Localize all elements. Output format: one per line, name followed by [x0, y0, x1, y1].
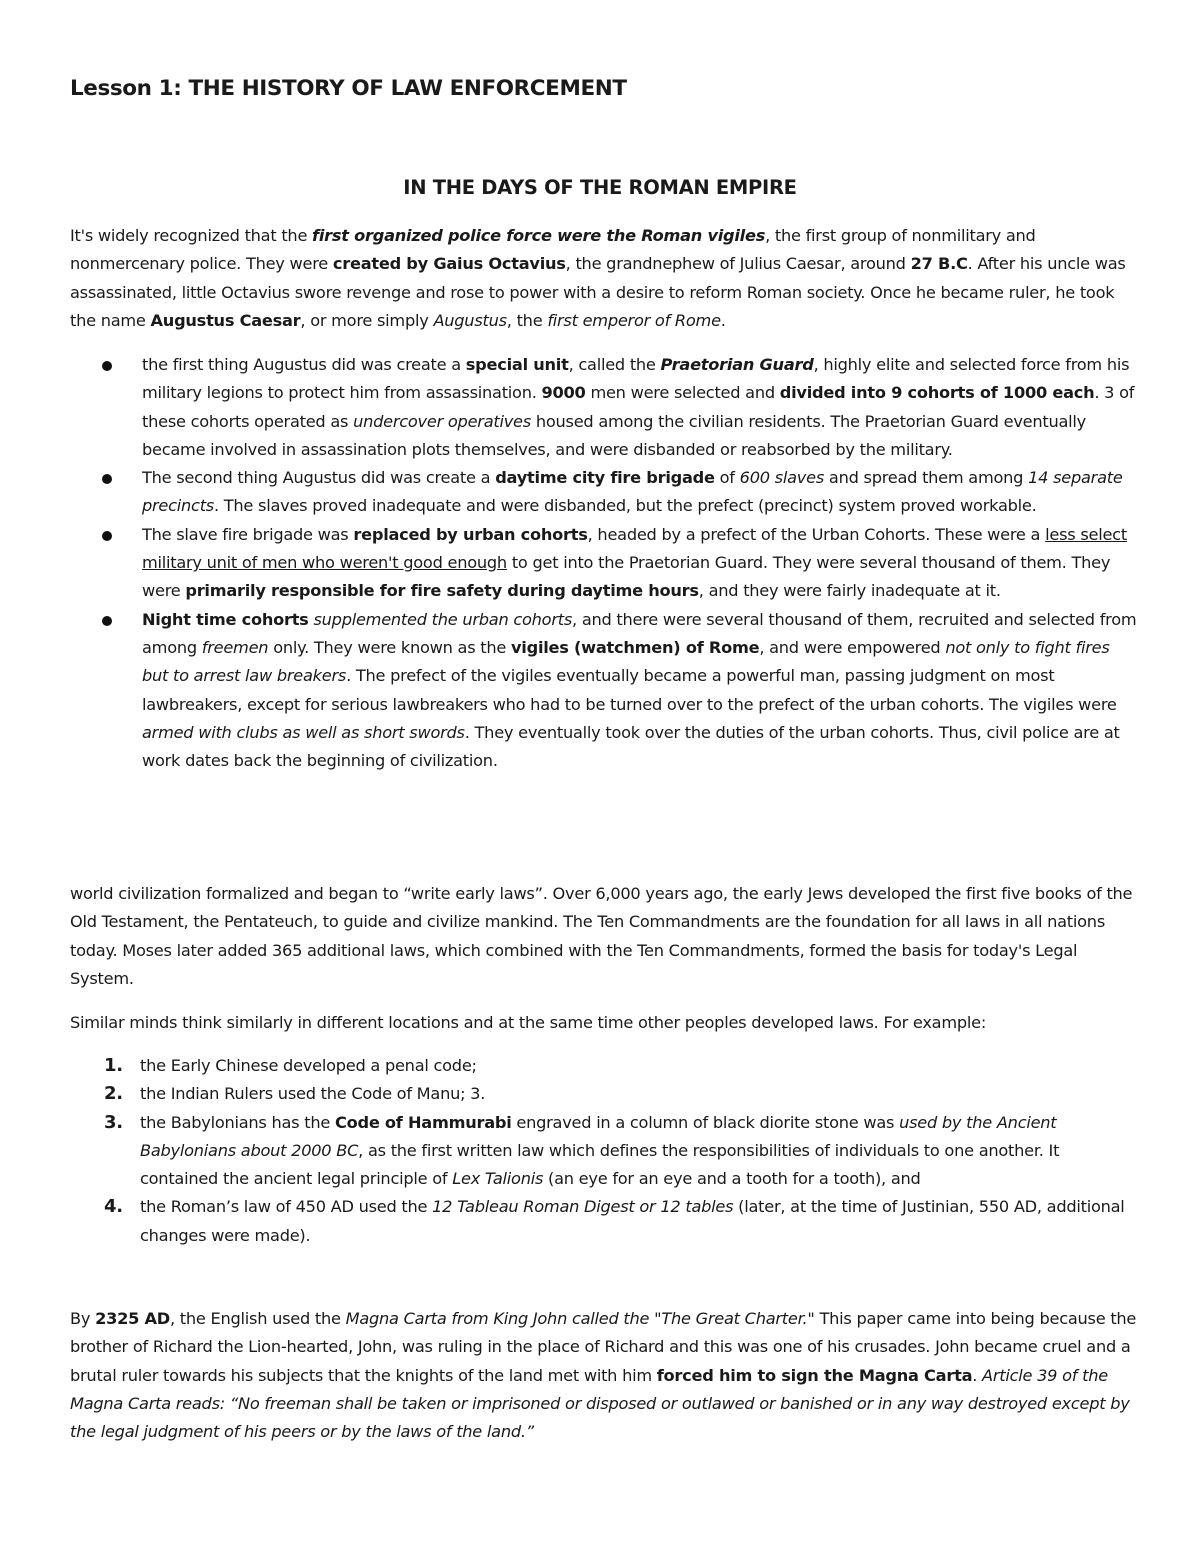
list-number: 3. — [104, 1111, 123, 1133]
bullet-icon — [102, 531, 112, 541]
text-run: primarily responsible for fire safety during daytime hours — [185, 581, 699, 601]
list-item — [100, 521, 1140, 606]
list-item — [100, 464, 1140, 521]
numbered-list — [104, 1052, 1140, 1250]
text-run: , called the — [568, 355, 661, 374]
text-run: Lex Talionis — [452, 1169, 544, 1189]
text-run: , headed by a prefect of the Urban Cohorts. These were a — [587, 524, 1046, 544]
text-run: undercover operatives — [353, 411, 531, 431]
text-run: , and there were several thousand of them, recruited and selected from among — [142, 609, 1137, 657]
text-run: Praetorian Guard — [660, 355, 814, 374]
text-run: The second thing Augustus did was create a — [142, 468, 496, 488]
examples-intro — [70, 1009, 1140, 1037]
text-run: supplemented the urban cohorts — [313, 609, 573, 629]
magna-carta-paragraph — [70, 1305, 1140, 1446]
bullet-icon — [102, 616, 112, 626]
text-run: 14 separate precincts — [142, 468, 1123, 516]
list-item — [100, 351, 1140, 464]
text-run: the Indian Rulers used the Code of Manu; 3. — [140, 1084, 486, 1104]
lesson-title — [70, 76, 627, 101]
text-run: This paper came into being because the brother of Richard the Lion-hearted, John, was ruling in the place of Richard and this was one of his crusades. John became cruel and a brutal ruler towards his subjects that the knights of the land met with him — [70, 1309, 1137, 1385]
text-run: Magna Carta from King John called the "The Great Charter." — [345, 1309, 815, 1328]
list-number: 1. — [104, 1055, 123, 1076]
text-run: . The prefect of the vigiles eventually became a powerful man, passing judgment on most lawbreakers, except for serious lawbreakers who had to be turned over to the prefect of the urban cohorts. The vigiles were — [142, 666, 1117, 714]
text-run: not only to fight fires but to arrest law breakers — [142, 637, 1110, 686]
text-run: . — [720, 310, 726, 330]
text-run: , and they were fairly inadequate at it. — [698, 581, 1001, 601]
paragraph-text: Similar minds think similarly in different locations and at the same time other peoples developed laws. For example: — [70, 1013, 987, 1032]
list-number: 2. — [104, 1083, 123, 1105]
text-run: special unit — [465, 355, 569, 374]
text-run: created by Gaius Octavius — [332, 254, 566, 274]
text-run: used by the Ancient Babylonians about 2000 BC — [140, 1112, 1057, 1160]
text-run: 12 Tableau Roman Digest or 12 tables — [432, 1197, 734, 1217]
text-run: divided into 9 cohorts of 1000 each — [779, 383, 1095, 403]
text-run: 600 slaves — [739, 468, 825, 488]
text-run: vigiles (watchmen) of Rome — [511, 637, 760, 657]
text-run: (later, at the time of Justinian, 550 AD, additional changes were made). — [140, 1197, 1125, 1245]
text-run: first organized police force were the Roman vigiles — [312, 226, 766, 245]
text-run: It's widely recognized that the — [70, 226, 313, 245]
text-run: forced him to sign the Magna Carta — [656, 1365, 973, 1385]
text-run: daytime city fire brigade — [495, 468, 715, 488]
list-item — [104, 1080, 1140, 1108]
text-run: and spread them among — [824, 468, 1029, 488]
text-run: to get into the Praetorian Guard. They were several thousand of them. They were — [142, 553, 1111, 601]
intro-paragraph — [70, 222, 1140, 335]
list-item — [104, 1193, 1140, 1250]
text-run: Code of Hammurabi — [334, 1112, 512, 1132]
list-number: 4. — [104, 1196, 123, 1218]
text-run: engraved in a column of black diorite stone was — [511, 1112, 900, 1132]
bullet-icon — [102, 474, 112, 484]
text-run: , and were empowered — [759, 637, 946, 657]
text-run: 2325 AD — [95, 1309, 170, 1328]
text-run: the Babylonians has the — [140, 1112, 335, 1132]
text-run: of — [714, 468, 740, 488]
text-run: 27 B.C — [910, 254, 968, 274]
text-run: . They eventually took over the duties of the urban cohorts. Thus, civil police are at work dates back the beginning of civilization. — [142, 722, 1120, 771]
text-run: freemen — [201, 637, 269, 657]
text-run: , highly elite and selected force from his military legions to protect him from assassination. — [142, 355, 1130, 403]
text-run: armed with clubs as well as short swords — [142, 722, 465, 742]
section-title: IN THE DAYS OF THE ROMAN EMPIRE — [403, 176, 797, 199]
text-run: By — [70, 1309, 96, 1328]
text-run: (an eye for an eye and a tooth for a tooth), and — [543, 1169, 921, 1189]
list-item — [104, 1052, 1140, 1080]
text-run: , the — [506, 310, 548, 330]
text-run: . 3 of these cohorts operated as — [142, 383, 1135, 431]
text-run: replaced by urban cohorts — [353, 524, 588, 544]
text-run: the Roman’s law of 450 AD used the — [140, 1197, 433, 1217]
bullet-icon — [102, 361, 112, 371]
list-item — [104, 1109, 1140, 1194]
text-run: men were selected and — [585, 383, 780, 403]
text-run: Augustus Caesar — [150, 310, 301, 330]
text-run: housed among the civilian residents. The Praetorian Guard eventually became involved in assassination plots themselves, and were disbanded or reabsorbed by the military. — [142, 411, 1086, 459]
text-run: , the grandnephew of Julius Caesar, around — [565, 254, 911, 274]
text-run: first emperor of Rome — [547, 310, 721, 330]
text-run: less select military unit of men who weren't good enough — [142, 524, 1127, 573]
text-run: . After his uncle was assassinated, little Octavius swore revenge and rose to power with a desire to reform Roman society. Once he became ruler, he took the name — [70, 254, 1126, 330]
text-run: . The slaves proved inadequate and were disbanded, but the prefect (precinct) system proved workable. — [213, 496, 1037, 516]
text-run: The slave fire brigade was — [142, 524, 354, 544]
text-run: Article 39 of the Magna Carta reads: “No freeman shall be taken or imprisoned or disposed or outlawed or banished or in any way destroyed except by the legal judgment of his peers or by the laws of the land.” — [70, 1365, 1130, 1442]
text-run: the Early Chinese developed a penal code; — [140, 1056, 477, 1075]
bullet-list — [100, 351, 1140, 775]
laws-paragraph — [70, 880, 1140, 993]
lesson-prefix: Lesson 1: — [70, 76, 189, 101]
text-run: 9000 — [541, 383, 586, 403]
paragraph-text: world civilization formalized and began to “write early laws”. Over 6,000 years ago, the early Jews developed the first five books of the Old Testament, the Pentateuch, to guide and civilize mankind. The Ten Commandments are the foundation for all laws in all nations today. Moses later added 365 additional laws, which combined with the Ten Commandments, formed the basis for today's Legal System. — [70, 884, 1133, 988]
text-run: , the English used the — [170, 1309, 346, 1328]
text-run: Augustus — [433, 310, 507, 330]
text-run: the first thing Augustus did was create a — [142, 355, 466, 374]
text-run: . — [972, 1365, 983, 1385]
text-run: only. They were known as the — [268, 637, 511, 657]
list-item — [100, 606, 1140, 776]
lesson-title-text: THE HISTORY OF LAW ENFORCEMENT — [188, 76, 627, 101]
text-run: , or more simply — [300, 310, 434, 330]
text-run: Night time cohorts — [142, 609, 309, 629]
text-run: , the first group of nonmilitary and nonmercenary police. They were — [70, 226, 1036, 274]
text-run: , as the first written law which defines the responsibilities of individuals to one another. It contained the ancient legal principle of — [140, 1140, 1060, 1189]
